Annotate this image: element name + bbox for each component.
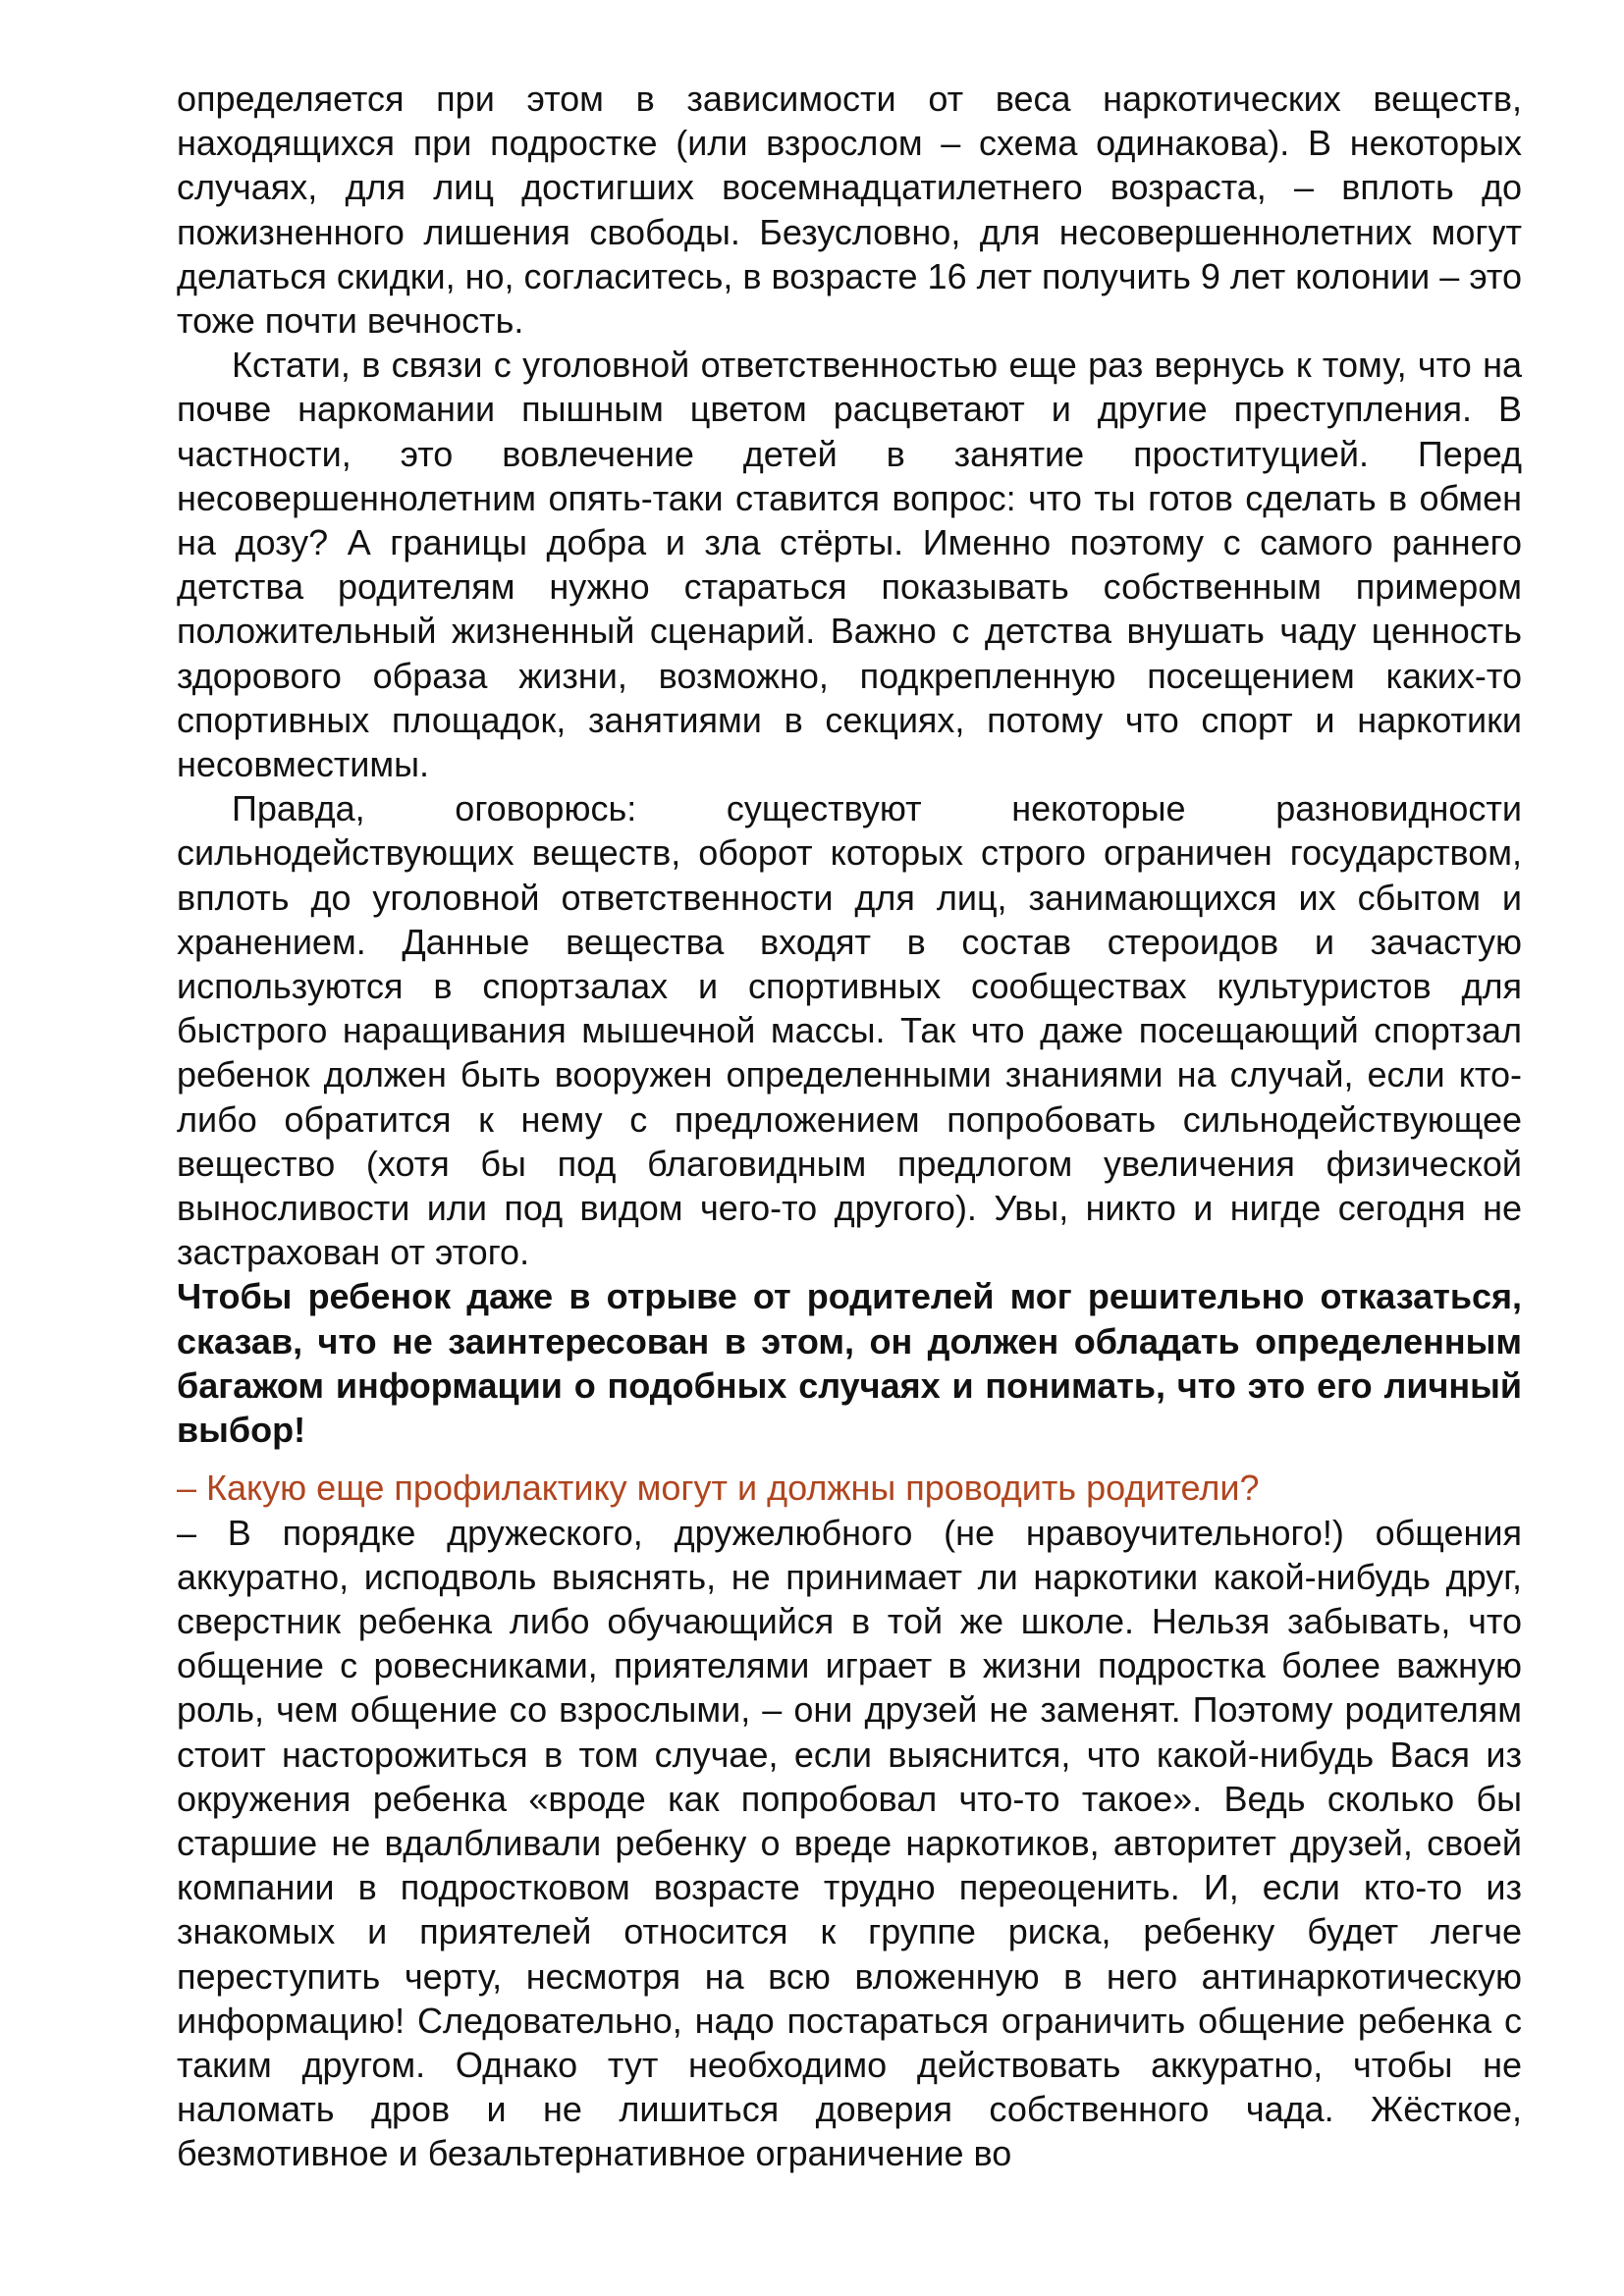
interview-question: – Какую еще профилактику могут и должны проводить родители? — [177, 1468, 1260, 1509]
paragraph-1: определяется при этом в зависимости от веса наркотических веществ, находящихся при подростке (или взрослом – схема одинакова). В некоторых случаях, для лиц достигших восемнадцатилетнего возраста, – вплоть до пожизненного лишения свободы. Безусловно, для несовершеннолетних могут делаться скидки, но, согласитесь, в возрасте 16 лет получить 9 лет колонии – это тоже почти вечность. — [177, 79, 1522, 342]
paragraph-2: Кстати, в связи с уголовной ответственностью еще раз вернусь к тому, что на почве наркомании пышным цветом расцветают и другие преступления. В частности, это вовлечение детей в занятие проституцией. Перед несовершеннолетним опять-таки ставится вопрос: что ты готов сделать в обмен на дозу? А границы добра и зла стёрты. Именно поэтому с самого раннего детства родителям нужно стараться показывать собственным примером положительный жизненный сценарий. Важно с детства внушать чаду ценность здорового образа жизни, возможно, подкрепленную посещением каких-то спортивных площадок, занятиями в секциях, потому что спорт и наркотики несовместимы. — [177, 345, 1522, 785]
document-page — [177, 77, 1522, 2176]
bold-paragraph: Чтобы ребенок даже в отрыве от родителей мог решительно отказаться, сказав, что не заинтересован в этом, он должен обладать определенным багажом информации о подобных случаях и понимать, что это его личный выбор! — [177, 1276, 1522, 1451]
interview-answer: – В порядке дружеского, дружелюбного (не нравоучительного!) общения аккуратно, исподволь выяснять, не принимает ли наркотики какой-нибудь друг, сверстник ребенка либо обучающийся в той же школе. Нельзя забывать, что общение с ровесниками, приятелями играет в жизни подростка более важную роль, чем общение со взрослыми, – они друзей не заменят. Поэтому родителям стоит насторожиться в том случае, если выяснится, что какой-нибудь Вася из окружения ребенка «вроде как попробовал что-то такое». Ведь сколько бы старшие не вдалбливали ребенку о вреде наркотиков, авторитет друзей, своей компании в подростковом возрасте трудно переоценить. И, если кто-то из знакомых и приятелей относится к группе риска, ребенку будет легче переступить черту, несмотря на всю вложенную в него антинаркотическую информацию! Следовательно, надо постараться ограничить общение ребенка с таким другом. Однако тут необходимо действовать аккуратно, чтобы не наломать дров и не лишиться доверия собственного чада. Жёсткое, безмотивное и безальтернативное ограничение во — [177, 1512, 1522, 2174]
paragraph-3: Правда, оговорюсь: существуют некоторые разновидности сильнодействующих веществ, оборот которых строго ограничен государством, вплоть до уголовной ответственности для лиц, занимающихся их сбытом и хранением. Данные вещества входят в состав стероидов и зачастую используются в спортзалах и спортивных сообществах культуристов для быстрого наращивания мышечной массы. Так что даже посещающий спортзал ребенок должен быть вооружен определенными знаниями на случай, если кто-либо обратится к нему с предложением попробовать сильнодействующее вещество (хотя бы под благовидным предлогом увеличения физической выносливости или под видом чего-то другого). Увы, никто и нигде сегодня не застрахован от этого. — [177, 788, 1522, 1273]
